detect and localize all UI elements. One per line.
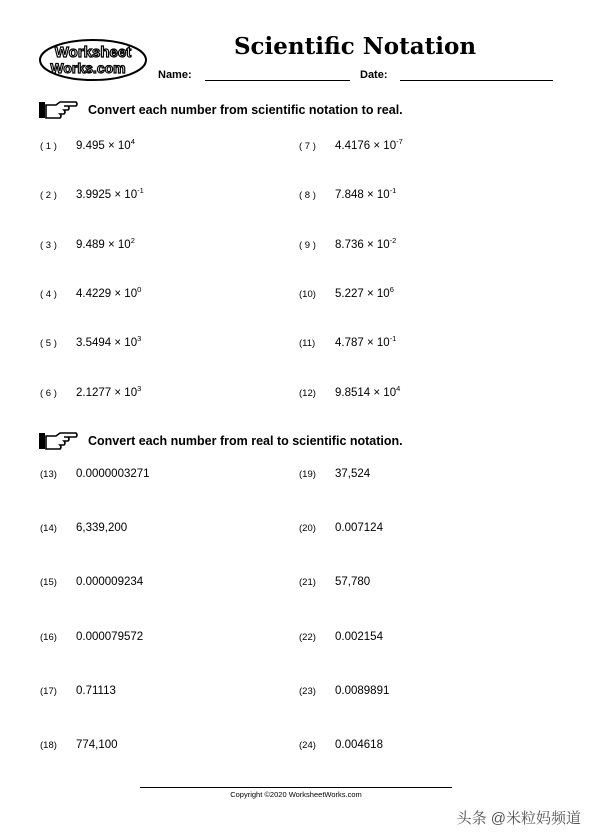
base: × 10 (114, 287, 138, 300)
problem-item (40, 137, 135, 152)
problem-number: (16) (40, 631, 57, 643)
problem-item (40, 631, 143, 643)
base: × 10 (373, 386, 397, 399)
section-2-instruction (38, 430, 403, 452)
problem-number: (20) (299, 523, 316, 535)
base: × 10 (366, 287, 390, 300)
problem-number: (12) (299, 387, 316, 399)
problem-value: 0.004618 (335, 739, 383, 751)
problem-item (299, 334, 396, 349)
problem-item (40, 186, 144, 201)
problem-item (299, 186, 396, 201)
problem-number: ( 9 ) (299, 239, 316, 251)
problem-item (40, 685, 116, 697)
problem-value: 6,339,200 (76, 522, 128, 535)
problem-item (299, 384, 400, 399)
problem-value: 0.71113 (76, 684, 116, 697)
problem-item (40, 384, 141, 399)
mantissa: 9.489 (76, 238, 105, 251)
exponent: -2 (389, 235, 397, 245)
mantissa: 2.1277 (76, 386, 112, 399)
problem-item (299, 576, 370, 588)
problem-item (40, 468, 150, 480)
exponent: -7 (396, 137, 403, 146)
problem-item (40, 236, 135, 251)
worksheetworks-logo (38, 38, 148, 82)
problem-item (299, 739, 383, 751)
problem-number: (14) (40, 523, 57, 535)
problem-number: ( 1 ) (40, 141, 57, 152)
exponent: 0 (137, 284, 142, 294)
problem-number: (19) (299, 469, 316, 480)
problem-number: ( 7 ) (299, 141, 316, 152)
problem-value: 0.000009234 (76, 576, 144, 589)
instruction-text: Convert each number from real to scientific notation. (88, 434, 403, 448)
pointing-hand-icon (38, 430, 78, 452)
name-label: Name: (158, 69, 192, 81)
problem-number: (18) (40, 740, 57, 751)
problem-number: (21) (299, 577, 316, 589)
problem-number: ( 6 ) (40, 387, 57, 399)
base: × 10 (114, 337, 138, 350)
exponent: 3 (137, 383, 142, 393)
base: × 10 (366, 337, 390, 350)
problem-item (299, 236, 396, 251)
base: × 10 (366, 238, 390, 251)
section-1-instruction (38, 99, 403, 121)
exponent: 2 (130, 235, 135, 245)
problem-number: ( 4 ) (40, 288, 57, 300)
problem-item (299, 685, 389, 697)
pointing-hand-icon (38, 99, 78, 121)
problem-item (40, 334, 141, 349)
mantissa: 3.9925 (76, 189, 112, 202)
problem-value: 774,100 (76, 739, 118, 751)
problem-number: (23) (299, 685, 316, 697)
svg-text:Worksheet: Worksheet (54, 44, 132, 61)
mantissa: 9.495 (76, 140, 105, 152)
mantissa: 4.4229 (76, 287, 112, 300)
date-label: Date: (360, 69, 388, 81)
problem-item (299, 137, 403, 152)
problem-item (40, 739, 118, 751)
problem-item (40, 576, 143, 588)
problem-number: ( 8 ) (299, 190, 316, 202)
exponent: -1 (389, 186, 397, 196)
problem-value: 37,524 (335, 468, 371, 480)
problem-item (40, 522, 127, 534)
exponent: 4 (130, 137, 135, 146)
problem-value: 0.0000003271 (76, 468, 150, 480)
watermark: 头条 @米粒妈频道 (456, 810, 581, 827)
problem-item (299, 631, 383, 643)
name-field[interactable] (205, 80, 350, 81)
mantissa: 3.5494 (76, 337, 112, 350)
mantissa: 4.4176 (335, 140, 371, 152)
problem-number: ( 5 ) (40, 338, 57, 350)
problem-value: 0.000079572 (76, 630, 144, 643)
mantissa: 4.787 (335, 337, 364, 350)
problem-value: 57,780 (335, 576, 371, 589)
instruction-text: Convert each number from scientific notation to real. (88, 103, 403, 117)
exponent: 6 (389, 284, 394, 294)
mantissa: 9.8514 (335, 386, 371, 399)
problem-number: (24) (299, 740, 316, 751)
base: × 10 (114, 386, 138, 399)
problem-number: ( 2 ) (40, 190, 57, 202)
problem-number: (13) (40, 469, 57, 480)
problem-number: ( 3 ) (40, 239, 57, 251)
mantissa: 7.848 (335, 189, 364, 202)
mantissa: 5.227 (335, 287, 364, 300)
problem-number: (10) (299, 288, 316, 300)
svg-text:Works.com: Works.com (50, 60, 126, 76)
problem-item (299, 468, 370, 480)
problem-value: 0.007124 (335, 522, 383, 535)
exponent: -1 (137, 186, 144, 196)
problem-item (299, 522, 383, 534)
problem-item (299, 285, 394, 300)
mantissa: 8.736 (335, 238, 364, 251)
footer-divider (140, 787, 452, 788)
base: × 10 (114, 189, 138, 202)
base: × 10 (107, 140, 131, 152)
problem-value: 0.0089891 (335, 684, 390, 697)
exponent: -1 (389, 334, 397, 344)
problem-number: (11) (299, 338, 316, 350)
problem-number: (15) (40, 577, 57, 589)
exponent: 3 (137, 334, 142, 344)
problem-item (40, 285, 141, 300)
exponent: 4 (396, 383, 401, 393)
base: × 10 (373, 140, 397, 152)
copyright-text: Copyright ©2020 WorksheetWorks.com (230, 790, 362, 799)
base: × 10 (366, 189, 390, 202)
date-field[interactable] (400, 80, 553, 81)
page-title: Scientific Notation (233, 33, 477, 60)
base: × 10 (107, 238, 131, 251)
problem-number: (17) (40, 685, 57, 697)
problem-number: (22) (299, 631, 316, 643)
problem-value: 0.002154 (335, 630, 383, 643)
